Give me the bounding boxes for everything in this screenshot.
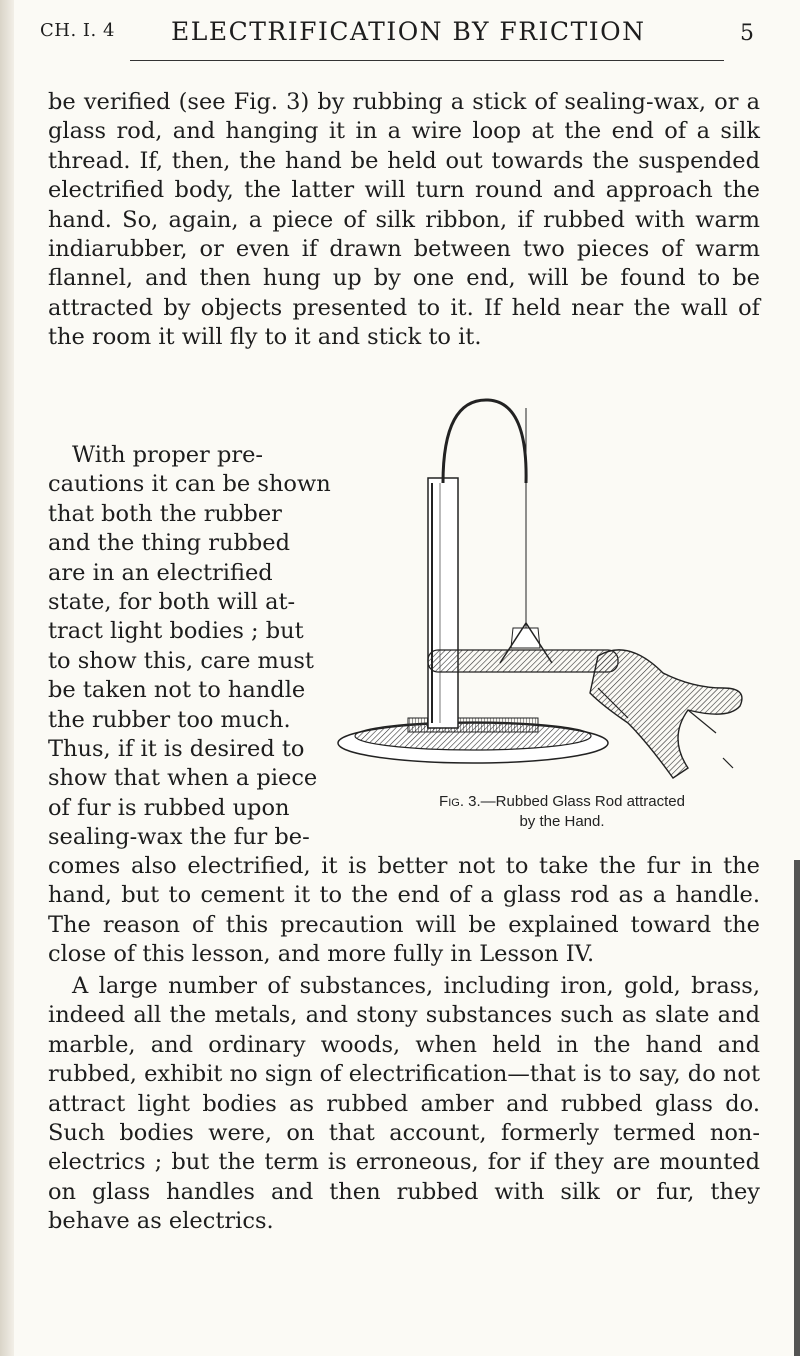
wrapped-text-line: sealing-wax the fur be- — [48, 824, 310, 851]
paragraph-3: A large number of substances, including iron, gold, brass, indeed all the metals, and stony substances such as slate and marble, and ordinary woods, when held in the hand and rubbed, exhibit no sign of electrification—that is to say, do not attract light bodies as rubbed amber and rubbed glass do. Such bodies were, on that account, formerly termed non-electrics ; but the term is erroneous, for if they are mounted on glass handles and then rubbed with silk or fur, they behave as electrics. — [48, 973, 760, 1235]
running-header — [40, 16, 754, 56]
page-number: 5 — [740, 21, 754, 46]
wrapped-text-line: of fur is rubbed upon — [48, 794, 290, 821]
wrapped-text-line: state, for both will at- — [48, 589, 296, 615]
wrapped-text-line: are in an electrified — [48, 559, 273, 586]
figure-3-illustration — [328, 388, 788, 820]
wrapped-text-line: With proper pre- — [72, 442, 264, 468]
page-edge-dark — [794, 860, 800, 1356]
glass-rod-stand-drawing — [328, 388, 788, 808]
paragraph-2-continued: comes also electrified, it is better not to take the fur in the hand, but to cement it to the end of a glass rod as a handle. The reason of this precaution will be explained toward the close of this lesson, and more fully in Lesson IV. — [48, 853, 760, 968]
wrapped-text-line: tract light bodies ; but — [48, 618, 304, 645]
running-title: ELECTRIFICATION BY FRICTION — [171, 17, 646, 46]
header-rule — [130, 60, 724, 61]
wrapped-text-line: cautions it can be shown — [48, 471, 331, 498]
paragraph-1: be verified (see Fig. 3) by rubbing a stick of sealing-wax, or a glass rod, and hanging it in a wire loop at the end of a silk thread. If, then, the hand be held out towards the suspended electrified body, the latter will turn round and approach the hand. So, again, a piece of silk ribbon, if rubbed with warm indiarubber, or even if drawn between two pieces of warm flannel, and then hung up by one end, will be found to be attracted by objects presented to it. If held near the wall of the room it will fly to it and stick to it. — [48, 89, 760, 351]
wrapped-text-line: show that when a piece — [48, 765, 318, 792]
caption-text-line-2: by the Hand. — [519, 813, 605, 830]
page-edge-shadow — [0, 0, 14, 1356]
caption-text-line-1: —Rubbed Glass Rod attracted — [480, 793, 685, 810]
wrapped-text-line: to show this, care must — [48, 647, 314, 674]
figure-caption — [372, 792, 752, 832]
wrapped-text-line: Thus, if it is desired to — [48, 736, 305, 762]
chapter-reference: CH. I. 4 — [40, 20, 115, 41]
wrapped-text-line: and the thing rubbed — [48, 530, 291, 557]
wrapped-text-line: the rubber too much. — [48, 706, 291, 733]
figure-label: Fig. 3. — [439, 793, 481, 810]
wrapped-text-line: that both the rubber — [48, 500, 282, 527]
wrapped-text-line: be taken not to handle — [48, 677, 306, 704]
